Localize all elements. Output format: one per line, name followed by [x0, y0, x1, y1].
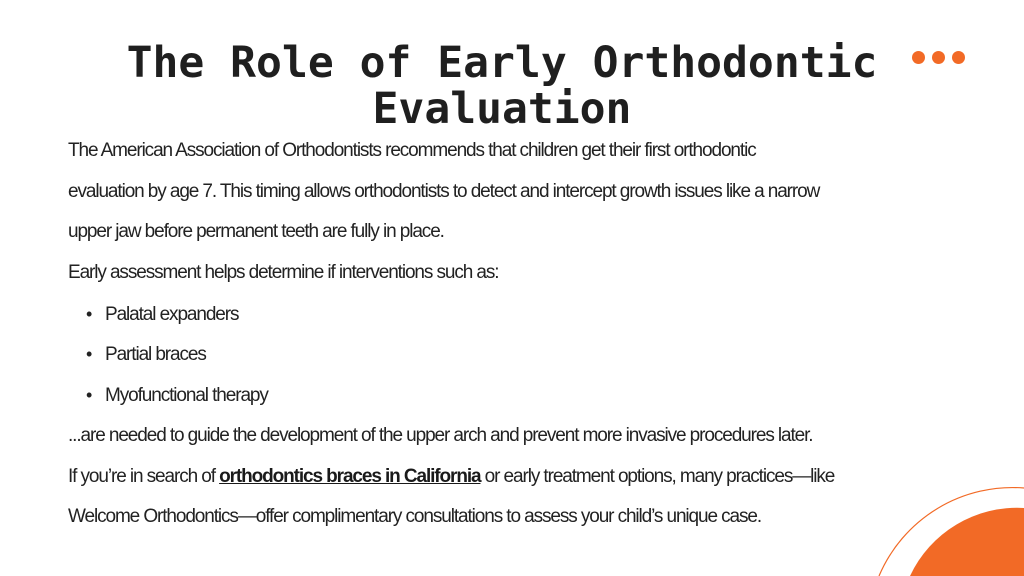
filled-quarter-circle — [910, 508, 1024, 576]
paragraph-line: upper jaw before permanent teeth are fully in place. — [68, 221, 444, 243]
paragraph-line: evaluation by age 7. This timing allows orthodontists to detect and intercept growth issues like a narrow — [68, 180, 820, 202]
bullet-icon: • — [86, 303, 92, 324]
dot-icon — [912, 51, 925, 64]
bullet-icon: • — [86, 385, 92, 406]
bullet-icon: • — [86, 344, 92, 365]
list-item — [68, 375, 968, 416]
list-item-label: Palatal expanders — [105, 303, 239, 325]
list-item — [68, 294, 968, 335]
title-line-2: Evaluation — [372, 84, 632, 134]
dot-icon — [952, 51, 965, 64]
decorative-quarter-circle — [870, 480, 1024, 576]
dot-icon — [932, 51, 945, 64]
slide-title — [0, 40, 1004, 132]
list-item-label: Partial braces — [105, 344, 206, 366]
cta-line — [68, 457, 968, 498]
list-item-label: Myofunctional therapy — [105, 385, 268, 407]
cta-line-2: Welcome Orthodontics—offer complimentary consultations to assess your child’s unique case. — [68, 506, 762, 528]
list-item — [68, 334, 968, 375]
paragraph-line: The American Association of Orthodontists recommends that children get their first orthodontic — [68, 140, 756, 161]
slide-body — [68, 131, 968, 538]
closing-text: ...are needed to guide the development of the upper arch and prevent more invasive procedures later. — [68, 424, 813, 446]
braces-link[interactable]: orthodontics braces in California — [219, 465, 481, 487]
cta-before: If you’re in search of — [68, 465, 220, 487]
intro-text: Early assessment helps determine if interventions such as: — [68, 262, 499, 284]
title-line-1: The Role of Early Orthodontic — [126, 38, 878, 88]
cta-after: or early treatment options, many practices—like — [480, 465, 835, 487]
decorative-dots — [912, 51, 968, 65]
